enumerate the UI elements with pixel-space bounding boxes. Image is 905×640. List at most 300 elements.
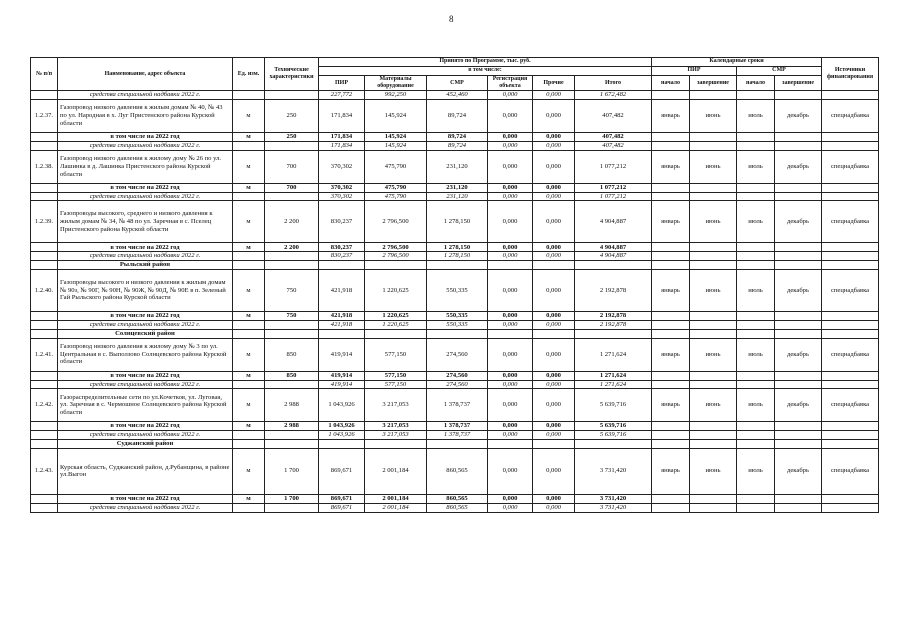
col-accepted: Принято по Программе, тыс. руб. xyxy=(319,58,652,67)
empty-cell xyxy=(775,440,822,449)
empty-cell xyxy=(31,320,58,329)
object-num: 1.2.41. xyxy=(31,338,58,371)
object-name: Газопроводы высокого и низкого давления к жилым домам № 90з, № 90Г, № 90Н, № 90Ж, № 90Д, № 90Е в п. Зеленый Гай Рыльского района Курской области xyxy=(58,269,233,311)
year-label: в том числе на 2022 год xyxy=(58,243,233,252)
object-name: Газопровод низкого давления к жилому дому № 26 по ул. Лашинка в д. Лашинка Пристенского района Курской области xyxy=(58,150,233,183)
year-total: 2 192,878 xyxy=(575,311,652,320)
object-num: 1.2.39. xyxy=(31,201,58,243)
col-other: Прочие xyxy=(533,76,575,91)
spec-total: 3 731,420 xyxy=(575,503,652,512)
spec-row xyxy=(31,141,879,150)
year-unit: м xyxy=(233,132,265,141)
empty-cell xyxy=(31,329,58,338)
year-registration: 0,000 xyxy=(488,132,533,141)
empty-cell xyxy=(822,371,879,380)
value-materials: 2 001,184 xyxy=(365,448,427,494)
empty-cell xyxy=(690,431,737,440)
pir-end: июнь xyxy=(690,201,737,243)
empty-cell xyxy=(319,329,365,338)
value-registration: 0,000 xyxy=(488,99,533,132)
object-unit: м xyxy=(233,150,265,183)
col-pir-end: завершение xyxy=(690,76,737,91)
spec-smr: 231,120 xyxy=(427,192,488,201)
pir-start: январь xyxy=(652,201,690,243)
spec-row xyxy=(31,320,879,329)
year-total: 3 731,420 xyxy=(575,494,652,503)
spec-total: 1 271,624 xyxy=(575,380,652,389)
value-smr: 231,120 xyxy=(427,150,488,183)
empty-cell xyxy=(775,141,822,150)
empty-cell xyxy=(31,252,58,261)
col-calendar: Календарные сроки xyxy=(652,58,822,67)
empty-cell xyxy=(427,440,488,449)
value-total: 1 077,212 xyxy=(575,150,652,183)
value-registration: 0,000 xyxy=(488,150,533,183)
empty-cell xyxy=(775,380,822,389)
year-unit: м xyxy=(233,494,265,503)
empty-cell xyxy=(822,192,879,201)
spec-smr: 860,565 xyxy=(427,503,488,512)
empty-cell xyxy=(690,329,737,338)
empty-cell xyxy=(233,431,265,440)
empty-cell xyxy=(822,422,879,431)
spec-materials: 1 220,625 xyxy=(365,320,427,329)
empty-cell xyxy=(265,440,319,449)
spec-row xyxy=(31,252,879,261)
spec-label: средства специальной надбавки 2022 г. xyxy=(58,252,233,261)
spec-pir: 1 043,926 xyxy=(319,431,365,440)
empty-cell xyxy=(822,311,879,320)
empty-cell xyxy=(265,261,319,270)
empty-cell xyxy=(775,252,822,261)
empty-cell xyxy=(822,494,879,503)
object-unit: м xyxy=(233,448,265,494)
empty-cell xyxy=(737,183,775,192)
smr-end: декабрь xyxy=(775,448,822,494)
year-materials: 2 001,184 xyxy=(365,494,427,503)
value-registration: 0,000 xyxy=(488,389,533,422)
year-pir: 869,671 xyxy=(319,494,365,503)
empty-cell xyxy=(265,320,319,329)
empty-cell xyxy=(488,440,533,449)
value-other: 0,000 xyxy=(533,269,575,311)
spec-registration: 0,000 xyxy=(488,320,533,329)
spec-pir: 421,918 xyxy=(319,320,365,329)
empty-cell xyxy=(265,192,319,201)
empty-cell xyxy=(652,192,690,201)
empty-cell xyxy=(31,132,58,141)
year-label: в том числе на 2022 год xyxy=(58,132,233,141)
value-registration: 0,000 xyxy=(488,338,533,371)
col-including: в том числе: xyxy=(319,67,652,76)
empty-cell xyxy=(265,252,319,261)
value-pir: 1 043,926 xyxy=(319,389,365,422)
year-pir: 419,914 xyxy=(319,371,365,380)
spec-smr: 1 378,737 xyxy=(427,431,488,440)
value-pir: 370,302 xyxy=(319,150,365,183)
value-total: 1 271,624 xyxy=(575,338,652,371)
empty-cell xyxy=(775,431,822,440)
year-registration: 0,000 xyxy=(488,494,533,503)
empty-cell xyxy=(233,440,265,449)
spec-smr: 550,335 xyxy=(427,320,488,329)
year-total: 5 639,716 xyxy=(575,422,652,431)
year-smr: 1 378,737 xyxy=(427,422,488,431)
empty-cell xyxy=(775,243,822,252)
empty-cell xyxy=(690,422,737,431)
empty-cell xyxy=(652,503,690,512)
value-other: 0,000 xyxy=(533,150,575,183)
empty-cell xyxy=(233,329,265,338)
col-smr-start: начало xyxy=(737,76,775,91)
empty-cell xyxy=(652,494,690,503)
empty-cell xyxy=(737,431,775,440)
col-name: Наименование, адрес объекта xyxy=(58,58,233,91)
year-materials: 3 217,053 xyxy=(365,422,427,431)
empty-cell xyxy=(690,261,737,270)
empty-cell xyxy=(265,503,319,512)
pir-end: июнь xyxy=(690,150,737,183)
year-pir: 1 043,926 xyxy=(319,422,365,431)
year-total-row xyxy=(31,183,879,192)
empty-cell xyxy=(822,329,879,338)
empty-cell xyxy=(575,440,652,449)
empty-cell xyxy=(319,261,365,270)
year-tech: 850 xyxy=(265,371,319,380)
empty-cell xyxy=(31,141,58,150)
object-unit: м xyxy=(233,269,265,311)
object-name: Газопровод низкого давления к жилым домам № 40, № 43 по ул. Народная в х. Луг Пристенского района Курской области xyxy=(58,99,233,132)
empty-cell xyxy=(690,192,737,201)
empty-cell xyxy=(265,431,319,440)
year-tech: 250 xyxy=(265,132,319,141)
empty-cell xyxy=(31,261,58,270)
spec-materials: 2 796,500 xyxy=(365,252,427,261)
spec-row xyxy=(31,380,879,389)
spec-materials: 3 217,053 xyxy=(365,431,427,440)
empty-cell xyxy=(775,320,822,329)
spec-materials: 577,150 xyxy=(365,380,427,389)
year-label: в том числе на 2022 год xyxy=(58,494,233,503)
year-registration: 0,000 xyxy=(488,311,533,320)
object-row xyxy=(31,99,879,132)
value-total: 2 192,878 xyxy=(575,269,652,311)
empty-cell xyxy=(775,183,822,192)
value-materials: 2 796,500 xyxy=(365,201,427,243)
spec-materials: 475,790 xyxy=(365,192,427,201)
year-smr: 1 278,150 xyxy=(427,243,488,252)
smr-start: июль xyxy=(737,269,775,311)
funding-source: спецнадбавка xyxy=(822,201,879,243)
empty-cell xyxy=(365,261,427,270)
spec-materials: 2 001,184 xyxy=(365,503,427,512)
value-smr: 860,565 xyxy=(427,448,488,494)
empty-cell xyxy=(822,503,879,512)
spec-other: 0,000 xyxy=(533,503,575,512)
empty-cell xyxy=(737,371,775,380)
empty-cell xyxy=(737,141,775,150)
object-name: Газопроводы высокого, среднего и низкого давления к жилым домам № 34, № 48 по ул. Заречная в с. Пселец Пристенского района Курской области xyxy=(58,201,233,243)
empty-cell xyxy=(427,261,488,270)
col-num: № п/п xyxy=(31,58,58,91)
spec-other: 0,000 xyxy=(533,431,575,440)
object-tech: 2 988 xyxy=(265,389,319,422)
col-smr: СМР xyxy=(427,76,488,91)
empty-cell xyxy=(737,132,775,141)
funding-source: спецнадбавка xyxy=(822,338,879,371)
spec-label: средства специальной надбавки 2022 г. xyxy=(58,320,233,329)
object-row xyxy=(31,269,879,311)
spec-registration: 0,000 xyxy=(488,91,533,100)
empty-cell xyxy=(737,440,775,449)
spec-total: 5 639,716 xyxy=(575,431,652,440)
value-other: 0,000 xyxy=(533,338,575,371)
empty-cell xyxy=(822,183,879,192)
pir-start: январь xyxy=(652,448,690,494)
smr-start: июль xyxy=(737,389,775,422)
value-total: 4 904,887 xyxy=(575,201,652,243)
empty-cell xyxy=(775,329,822,338)
value-total: 407,482 xyxy=(575,99,652,132)
table-header xyxy=(31,58,879,100)
spec-label: средства специальной надбавки 2022 г. xyxy=(58,503,233,512)
spec-smr: 274,560 xyxy=(427,380,488,389)
empty-cell xyxy=(690,494,737,503)
object-name: Курская область, Суджанский район, д.Рубанщина, в районе ул.Выгон xyxy=(58,448,233,494)
smr-end: декабрь xyxy=(775,338,822,371)
value-other: 0,000 xyxy=(533,201,575,243)
empty-cell xyxy=(652,320,690,329)
object-row xyxy=(31,201,879,243)
empty-cell xyxy=(737,320,775,329)
empty-cell xyxy=(233,141,265,150)
empty-cell xyxy=(265,380,319,389)
empty-cell xyxy=(822,141,879,150)
region-label: Солнцевский район xyxy=(58,329,233,338)
year-pir: 171,834 xyxy=(319,132,365,141)
smr-start: июль xyxy=(737,150,775,183)
empty-cell xyxy=(31,192,58,201)
smr-end: декабрь xyxy=(775,389,822,422)
empty-cell xyxy=(233,380,265,389)
value-total: 3 731,420 xyxy=(575,448,652,494)
spec-pir: 830,237 xyxy=(319,252,365,261)
empty-cell xyxy=(533,329,575,338)
empty-cell xyxy=(775,132,822,141)
spec-materials: 992,250 xyxy=(365,91,427,100)
region-row xyxy=(31,261,879,270)
object-num: 1.2.42. xyxy=(31,389,58,422)
col-cal-smr: СМР xyxy=(737,67,822,76)
empty-cell xyxy=(822,380,879,389)
empty-cell xyxy=(31,183,58,192)
object-unit: м xyxy=(233,338,265,371)
object-unit: м xyxy=(233,99,265,132)
funding-source: спецнадбавка xyxy=(822,269,879,311)
empty-cell xyxy=(652,243,690,252)
empty-cell xyxy=(233,192,265,201)
smr-start: июль xyxy=(737,99,775,132)
year-other: 0,000 xyxy=(533,494,575,503)
empty-cell xyxy=(233,261,265,270)
spec-other: 0,000 xyxy=(533,192,575,201)
empty-cell xyxy=(737,311,775,320)
empty-cell xyxy=(690,380,737,389)
year-tech: 2 988 xyxy=(265,422,319,431)
spec-registration: 0,000 xyxy=(488,503,533,512)
spec-pir: 869,671 xyxy=(319,503,365,512)
spec-materials: 145,924 xyxy=(365,141,427,150)
spec-total: 4 904,887 xyxy=(575,252,652,261)
object-tech: 250 xyxy=(265,99,319,132)
spec-label: средства специальной надбавки 2022 г. xyxy=(58,91,233,100)
spec-pir: 171,834 xyxy=(319,141,365,150)
year-materials: 2 796,500 xyxy=(365,243,427,252)
empty-cell xyxy=(737,261,775,270)
object-tech: 2 200 xyxy=(265,201,319,243)
empty-cell xyxy=(737,243,775,252)
empty-cell xyxy=(822,440,879,449)
empty-cell xyxy=(652,371,690,380)
year-total-row xyxy=(31,371,879,380)
spec-smr: 452,460 xyxy=(427,91,488,100)
year-other: 0,000 xyxy=(533,422,575,431)
table-body xyxy=(31,99,879,512)
empty-cell xyxy=(690,132,737,141)
value-materials: 145,924 xyxy=(365,99,427,132)
empty-cell xyxy=(31,311,58,320)
empty-cell xyxy=(31,371,58,380)
value-smr: 1 278,150 xyxy=(427,201,488,243)
empty-cell xyxy=(652,252,690,261)
object-row xyxy=(31,150,879,183)
object-name: Газопровод низкого давления к жилому дому № 3 по ул. Центральная в с. Выползово Солнцевского района Курской области xyxy=(58,338,233,371)
year-label: в том числе на 2022 год xyxy=(58,422,233,431)
empty-cell xyxy=(822,261,879,270)
empty-cell xyxy=(690,503,737,512)
year-total: 1 271,624 xyxy=(575,371,652,380)
empty-cell xyxy=(652,141,690,150)
year-unit: м xyxy=(233,243,265,252)
year-label: в том числе на 2022 год xyxy=(58,311,233,320)
empty-cell xyxy=(31,431,58,440)
year-registration: 0,000 xyxy=(488,371,533,380)
empty-cell xyxy=(652,183,690,192)
empty-cell xyxy=(233,252,265,261)
spec-pir: 227,772 xyxy=(319,91,365,100)
year-smr: 231,120 xyxy=(427,183,488,192)
year-label: в том числе на 2022 год xyxy=(58,371,233,380)
year-total: 1 077,212 xyxy=(575,183,652,192)
year-tech: 2 200 xyxy=(265,243,319,252)
year-tech: 1 700 xyxy=(265,494,319,503)
spec-registration: 0,000 xyxy=(488,431,533,440)
empty-cell xyxy=(31,422,58,431)
year-registration: 0,000 xyxy=(488,243,533,252)
value-smr: 1 378,737 xyxy=(427,389,488,422)
empty-cell xyxy=(775,311,822,320)
object-num: 1.2.37. xyxy=(31,99,58,132)
value-registration: 0,000 xyxy=(488,201,533,243)
value-smr: 274,560 xyxy=(427,338,488,371)
spec-row xyxy=(31,503,879,512)
object-num: 1.2.40. xyxy=(31,269,58,311)
value-materials: 3 217,053 xyxy=(365,389,427,422)
empty-cell xyxy=(822,431,879,440)
empty-cell xyxy=(533,261,575,270)
object-tech: 850 xyxy=(265,338,319,371)
empty-cell xyxy=(365,329,427,338)
year-materials: 577,150 xyxy=(365,371,427,380)
value-pir: 421,918 xyxy=(319,269,365,311)
year-registration: 0,000 xyxy=(488,183,533,192)
spec-label: средства специальной надбавки 2022 г. xyxy=(58,141,233,150)
value-pir: 830,237 xyxy=(319,201,365,243)
empty-cell xyxy=(575,329,652,338)
empty-cell xyxy=(775,422,822,431)
empty-cell xyxy=(822,132,879,141)
col-source: Источники финансирования xyxy=(822,58,879,91)
value-total: 5 639,716 xyxy=(575,389,652,422)
year-other: 0,000 xyxy=(533,311,575,320)
empty-cell xyxy=(775,192,822,201)
year-pir: 830,237 xyxy=(319,243,365,252)
value-other: 0,000 xyxy=(533,389,575,422)
empty-cell xyxy=(31,440,58,449)
smr-end: декабрь xyxy=(775,99,822,132)
year-total: 407,482 xyxy=(575,132,652,141)
col-registration: Регистрация объекта xyxy=(488,76,533,91)
object-tech: 1 700 xyxy=(265,448,319,494)
empty-cell xyxy=(775,494,822,503)
spec-registration: 0,000 xyxy=(488,252,533,261)
pir-start: январь xyxy=(652,150,690,183)
empty-cell xyxy=(533,440,575,449)
object-name: Газораспределительные сети по ул.Кочетков, ул. Луговая, ул. Заречная в с. Чермошное Солнцевского района Курской области xyxy=(58,389,233,422)
value-smr: 89,724 xyxy=(427,99,488,132)
object-tech: 700 xyxy=(265,150,319,183)
value-smr: 550,335 xyxy=(427,269,488,311)
year-pir: 370,302 xyxy=(319,183,365,192)
spec-row xyxy=(31,431,879,440)
pir-start: январь xyxy=(652,389,690,422)
region-label: Рыльский район xyxy=(58,261,233,270)
empty-cell xyxy=(822,252,879,261)
empty-cell xyxy=(575,261,652,270)
empty-cell xyxy=(31,380,58,389)
col-cal-pir: ПИР xyxy=(652,67,737,76)
empty-cell xyxy=(737,252,775,261)
spec-total: 2 192,878 xyxy=(575,320,652,329)
empty-cell xyxy=(690,320,737,329)
empty-cell xyxy=(265,141,319,150)
region-row xyxy=(31,329,879,338)
year-unit: м xyxy=(233,371,265,380)
empty-cell xyxy=(652,329,690,338)
year-total-row xyxy=(31,422,879,431)
year-materials: 475,790 xyxy=(365,183,427,192)
year-other: 0,000 xyxy=(533,243,575,252)
spec-total: 1 077,212 xyxy=(575,192,652,201)
spec-other: 0,000 xyxy=(533,320,575,329)
spec-total: 1 672,482 xyxy=(575,91,652,100)
smr-end: декабрь xyxy=(775,269,822,311)
empty-cell xyxy=(737,494,775,503)
value-materials: 1 220,625 xyxy=(365,269,427,311)
pir-end: июнь xyxy=(690,99,737,132)
col-smr-end: завершение xyxy=(775,76,822,91)
spec-other: 0,000 xyxy=(533,380,575,389)
